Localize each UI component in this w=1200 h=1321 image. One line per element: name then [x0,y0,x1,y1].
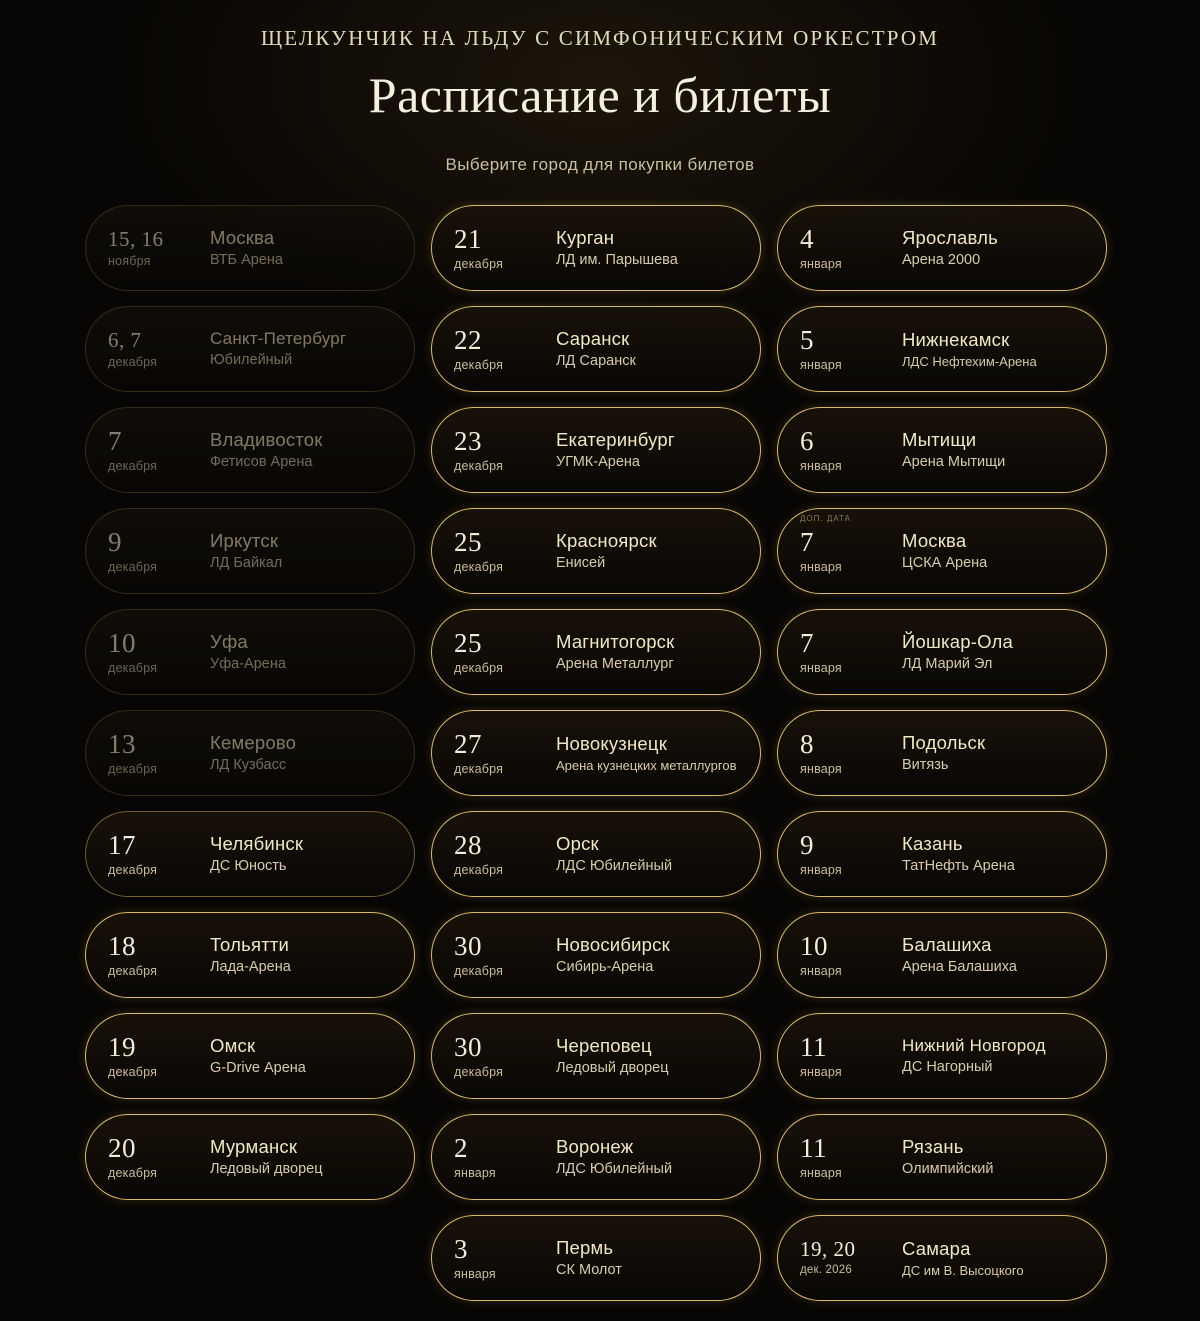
event-venue: Витязь [902,756,949,773]
event-venue: ДС Юность [210,857,287,874]
event-venue: ЛД Саранск [556,352,636,369]
event-date [454,425,542,473]
event-day: 18 [108,930,136,961]
event-info [556,934,742,977]
event-date [454,526,542,574]
event-date [800,627,888,675]
event-card[interactable] [85,508,415,594]
event-city: Иркутск [210,529,279,551]
page-subtitle: Выберите город для покупки билетов [445,155,755,174]
event-day: 7 [800,526,814,557]
event-venue: ЛДС Нефтехим-Арена [902,353,1037,369]
event-date [800,1132,888,1180]
event-city: Мытищи [902,428,977,450]
event-city: Москва [210,226,275,248]
event-month: декабря [454,559,504,574]
event-city: Курган [556,226,615,248]
event-date [800,425,888,473]
event-card[interactable] [431,306,761,392]
event-card[interactable] [85,407,415,493]
event-card[interactable] [777,205,1107,291]
event-info [556,631,742,674]
event-month: декабря [108,458,158,473]
event-venue: ДС Нагорный [902,1059,993,1076]
event-venue: Олимпийский [902,1160,994,1177]
event-month: января [800,458,842,473]
event-city: Екатеринбург [556,428,675,450]
event-day: 23 [454,425,482,456]
event-card[interactable] [431,1215,761,1301]
event-info [210,934,396,977]
event-day: 5 [800,324,814,355]
event-date [454,728,542,776]
event-month: декабря [108,963,158,978]
extra-date-badge: ДОП. ДАТА [800,513,851,523]
event-venue: ЛДС Юбилейный [556,1160,673,1177]
event-card[interactable] [431,1114,761,1200]
event-card[interactable] [431,205,761,291]
event-date [454,324,542,372]
event-city: Рязань [902,1135,964,1157]
event-date [108,1031,196,1079]
event-month: января [800,559,842,574]
event-card[interactable] [431,811,761,897]
event-month: декабря [108,862,158,877]
event-date [800,324,888,372]
event-day: 13 [108,728,136,759]
event-info [556,429,742,472]
event-card[interactable] [85,306,415,392]
event-month: января [800,256,842,271]
event-city: Йошкар-Ола [902,630,1013,652]
event-month: января [454,1165,496,1180]
event-date [108,627,196,675]
event-day: 15, 16 [108,226,164,251]
event-card[interactable] [85,1013,415,1099]
event-month: января [800,761,842,776]
event-info [902,1238,1088,1279]
event-city: Омск [210,1034,256,1056]
event-city: Нижнекамск [902,328,1010,350]
event-info [902,530,1088,573]
event-card[interactable] [777,1114,1107,1200]
event-city: Уфа [210,630,248,652]
event-card[interactable] [431,710,761,796]
event-card[interactable] [777,1013,1107,1099]
event-city: Орск [556,832,599,854]
event-city: Москва [902,529,967,551]
event-city: Казань [902,832,963,854]
event-venue: УГМК-Арена [556,453,640,470]
event-day: 28 [454,829,482,860]
event-date [800,930,888,978]
event-city: Подольск [902,731,986,753]
event-month: января [800,1064,842,1079]
event-info [210,429,396,472]
event-info [556,530,742,573]
event-card[interactable] [777,407,1107,493]
event-venue: Арена 2000 [902,251,981,268]
event-city: Мурманск [210,1135,298,1157]
event-month: января [800,862,842,877]
event-city: Челябинск [210,832,304,854]
event-day: 8 [800,728,814,759]
event-info [556,328,742,371]
event-info [902,429,1088,472]
event-month: января [454,1266,496,1281]
event-venue: ЛДС Юбилейный [556,857,673,874]
event-venue: Ледовый дворец [210,1160,323,1177]
event-month: декабря [108,354,158,369]
event-month: декабря [454,256,504,271]
event-card[interactable] [85,710,415,796]
event-day: 30 [454,930,482,961]
event-info [210,227,396,270]
event-venue: Арена кузнецких металлургов [556,757,737,773]
event-month: декабря [454,1064,504,1079]
event-card[interactable] [85,1114,415,1200]
event-date [108,1132,196,1180]
event-month: ноября [108,253,151,268]
event-date [108,425,196,473]
event-day: 10 [108,627,136,658]
schedule-column-3 [777,205,1107,1301]
event-day: 6 [800,425,814,456]
event-month: декабря [108,1165,158,1180]
event-info [210,833,396,876]
event-city: Череповец [556,1034,652,1056]
event-info [556,1237,742,1280]
event-info [902,227,1088,270]
event-info [210,530,396,573]
event-date [108,728,196,776]
event-card[interactable] [431,912,761,998]
event-day: 9 [800,829,814,860]
event-month: января [800,1165,842,1180]
event-venue: ВТБ Арена [210,251,283,268]
event-date [800,223,888,271]
event-date [454,930,542,978]
event-info [210,732,396,775]
event-city: Владивосток [210,428,323,450]
event-day: 19 [108,1031,136,1062]
event-day: 4 [800,223,814,254]
event-date [800,513,888,574]
event-card[interactable] [777,1215,1107,1301]
event-month: дек. 2026 [800,1264,852,1277]
event-city: Воронеж [556,1135,634,1157]
event-day: 6, 7 [108,327,142,352]
event-day: 11 [800,1132,827,1163]
event-date [454,627,542,675]
event-month: декабря [454,862,504,877]
event-card[interactable] [431,1013,761,1099]
event-venue: Лада-Арена [210,958,291,975]
event-day: 22 [454,324,482,355]
page-header [0,0,1200,175]
event-venue: ЛД им. Парышева [556,251,678,268]
event-city: Саранск [556,327,630,349]
event-card[interactable] [85,205,415,291]
event-venue: G-Drive Арена [210,1059,306,1076]
event-city: Магнитогорск [556,630,675,652]
event-city: Кемерово [210,731,297,753]
event-venue: ЛД Марий Эл [902,655,993,672]
event-month: декабря [454,357,504,372]
event-info [556,1136,742,1179]
event-month: января [800,963,842,978]
event-month: декабря [454,761,504,776]
event-day: 10 [800,930,828,961]
event-venue: Ледовый дворец [556,1059,669,1076]
event-info [210,1035,396,1078]
event-date [800,1031,888,1079]
event-card[interactable] [777,609,1107,695]
event-card[interactable] [777,710,1107,796]
event-city: Балашиха [902,933,992,955]
event-venue: Арена Металлург [556,655,674,672]
event-card[interactable] [777,811,1107,897]
event-day: 2 [454,1132,468,1163]
event-info [210,1136,396,1179]
event-city: Красноярск [556,529,657,551]
event-day: 20 [108,1132,136,1163]
event-venue: Уфа-Арена [210,655,286,672]
event-venue: Фетисов Арена [210,453,313,470]
event-month: декабря [108,660,158,675]
event-venue: ЦСКА Арена [902,554,988,571]
event-info [210,329,396,370]
event-venue: ЛД Кузбасс [210,756,287,773]
event-venue: Арена Балашиха [902,958,1017,975]
event-day: 3 [454,1233,468,1264]
event-date [108,526,196,574]
event-city: Самара [902,1237,971,1259]
event-info [902,934,1088,977]
event-venue: СК Молот [556,1261,622,1278]
event-month: января [800,357,842,372]
event-date [108,829,196,877]
event-venue: Арена Мытищи [902,453,1006,470]
event-venue: ДС им В. Высоцкого [902,1262,1024,1278]
event-date [108,930,196,978]
event-day: 17 [108,829,136,860]
event-venue: Енисей [556,554,606,571]
event-day: 25 [454,526,482,557]
event-day: 11 [800,1031,827,1062]
event-month: января [800,660,842,675]
schedule-column-1 [85,205,415,1200]
event-card[interactable] [777,508,1107,594]
event-day: 25 [454,627,482,658]
event-day: 21 [454,223,482,254]
event-date [800,728,888,776]
event-date [800,1239,888,1277]
event-info [902,732,1088,775]
event-date [108,226,196,268]
event-info [556,227,742,270]
event-date [454,829,542,877]
event-day: 7 [108,425,122,456]
event-day: 9 [108,526,122,557]
event-info [902,1136,1088,1179]
event-month: декабря [454,458,504,473]
event-date [454,223,542,271]
event-city: Ярославль [902,226,998,248]
event-city: Новосибирск [556,933,670,955]
event-venue: Юбилейный [210,352,293,369]
event-info [556,733,742,774]
event-card[interactable] [431,609,761,695]
event-date [108,327,196,369]
event-info [902,833,1088,876]
event-card[interactable] [85,609,415,695]
event-date [454,1132,542,1180]
event-month: декабря [108,1064,158,1079]
event-card[interactable] [777,912,1107,998]
event-city: Новокузнецк [556,732,667,754]
page-title: Расписание и билеты [368,67,832,123]
event-day: 19, 20 [800,1237,856,1262]
event-day: 7 [800,627,814,658]
event-day: 30 [454,1031,482,1062]
event-date [454,1031,542,1079]
show-name: ЩЕЛКУНЧИК НА ЛЬДУ С СИМФОНИЧЕСКИМ ОРКЕСТРОМ [260,26,940,50]
event-info [210,631,396,674]
event-date [454,1233,542,1281]
event-card[interactable] [777,306,1107,392]
event-card[interactable] [431,407,761,493]
event-info [902,631,1088,674]
event-city: Санкт-Петербург [210,328,347,348]
event-month: декабря [454,660,504,675]
event-venue: ТатНефть Арена [902,857,1015,874]
event-date [800,829,888,877]
event-city: Пермь [556,1236,614,1258]
event-day: 27 [454,728,482,759]
event-venue: Сибирь-Арена [556,958,654,975]
event-card[interactable] [431,508,761,594]
event-card[interactable] [85,811,415,897]
event-month: декабря [454,963,504,978]
event-month: декабря [108,559,158,574]
event-card[interactable] [85,912,415,998]
event-venue: ЛД Байкал [210,554,283,571]
event-info [902,329,1088,370]
event-info [902,1036,1088,1077]
schedule-column-2 [431,205,761,1301]
schedule-grid [85,205,1115,1301]
event-info [556,1035,742,1078]
event-month: декабря [108,761,158,776]
event-city: Нижний Новгород [902,1035,1046,1055]
event-info [556,833,742,876]
event-city: Тольятти [210,933,290,955]
